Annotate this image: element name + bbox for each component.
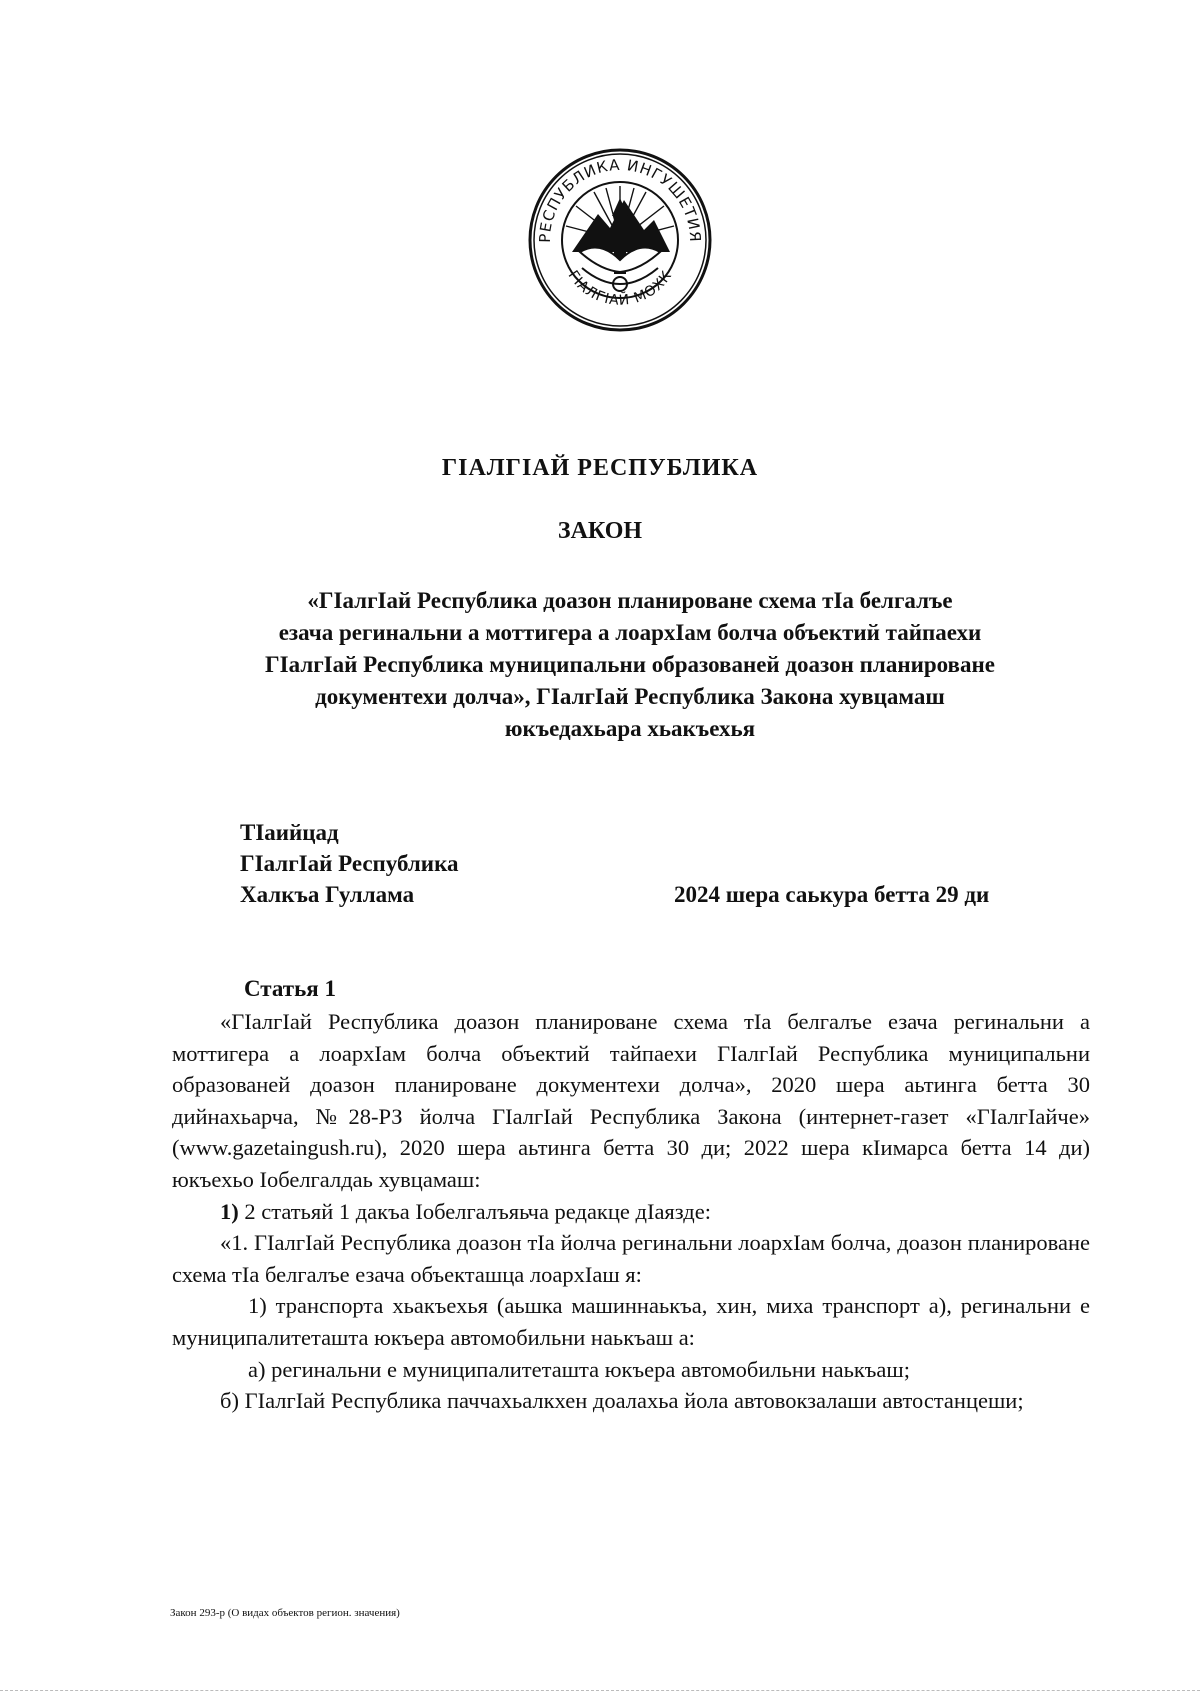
article-item [172, 1196, 1090, 1228]
adoption-date: 2024 шера саькура бетта 29 ди [674, 882, 990, 907]
adoption-line: Халкъа Гуллама [240, 882, 415, 907]
adoption-line: ТIаийцад [240, 820, 339, 845]
article-body [172, 1006, 1090, 1417]
adoption-block [240, 817, 458, 910]
document-type: ЗАКОН [557, 518, 643, 544]
item-number: 1) [220, 1198, 239, 1224]
law-title [170, 585, 1090, 745]
article-paragraph: «ГIалгIай Республика доазон планироване схема тIа белгалъе езача регинальни а моттигера а лоархIам болча объектий тайпаехи ГIалгIай Республика муниципальни образованей доазон планироване документехи долча», 2020 шера аьтинга бетта 30 дийнахьарча, №28-РЗ йолча ГIалгIай Республика Закона (интернет-газет «ГIалгIайче» (www.gazetaingush.ru), 2020 шера аьтинга бетта 30 ди; 2022 шера кIимарса бетта 14 ди) юкъехьо Iобелгалдаь хувцамаш: [172, 1009, 1090, 1192]
seal-bottom-text: ГIАЛГIАЙ МОХК [564, 267, 676, 309]
article-paragraph: а) регинальни е муниципалитеташта юкъера автомобильни наькъаш; [248, 1356, 910, 1382]
article-heading: Статья 1 [244, 976, 336, 1001]
law-title-line: юкъедахьара хьакъехья [504, 716, 756, 741]
scan-divider [0, 1690, 1200, 1692]
republic-seal [520, 140, 720, 340]
seal-top-text: РЕСПУБЛИКА ИНГУШЕТИЯ [535, 155, 705, 244]
article-paragraph: 1) транспорта хьакъехья (аьшка машиннаькъа, хин, миха транспорт а), регинальни е муниципалитеташта юкъера автомобильни наькъаш а: [172, 1293, 1090, 1350]
article-paragraph: б) ГIалгIай Республика паччахьалкхен доалахьа йола автовокзалаши автостанцеши; [220, 1388, 1024, 1414]
law-title-line: документехи долча», ГIалгIай Республика Закона хувцамаш [315, 684, 945, 709]
law-title-line: езача регинальни а моттигера а лоархIам болча объектий тайпаехи [278, 620, 982, 645]
adoption-line: ГIалгIай Республика [240, 851, 459, 876]
item-text: 2 статьяй 1 дакъа Iобелгалъяьча редакце дIаязде: [238, 1198, 711, 1224]
seal-emblem-icon [520, 140, 720, 340]
footer-note: Закон 293-р (О видах объектов регион. значения) [170, 1607, 400, 1619]
republic-name: ГIАЛГIАЙ РЕСПУБЛИКА [441, 455, 759, 481]
article-paragraph: «1. ГIалгIай Республика доазон тIа йолча регинальни лоархIам болча, доазон планироване схема тIа белгалъе езача объекташца лоархIаш я: [172, 1230, 1090, 1287]
law-title-line: ГIалгIай Республика муниципальни образованей доазон планироване [265, 652, 995, 677]
law-title-line: «ГIалгIай Республика доазон планироване схема тIа белгалъе [307, 588, 953, 613]
